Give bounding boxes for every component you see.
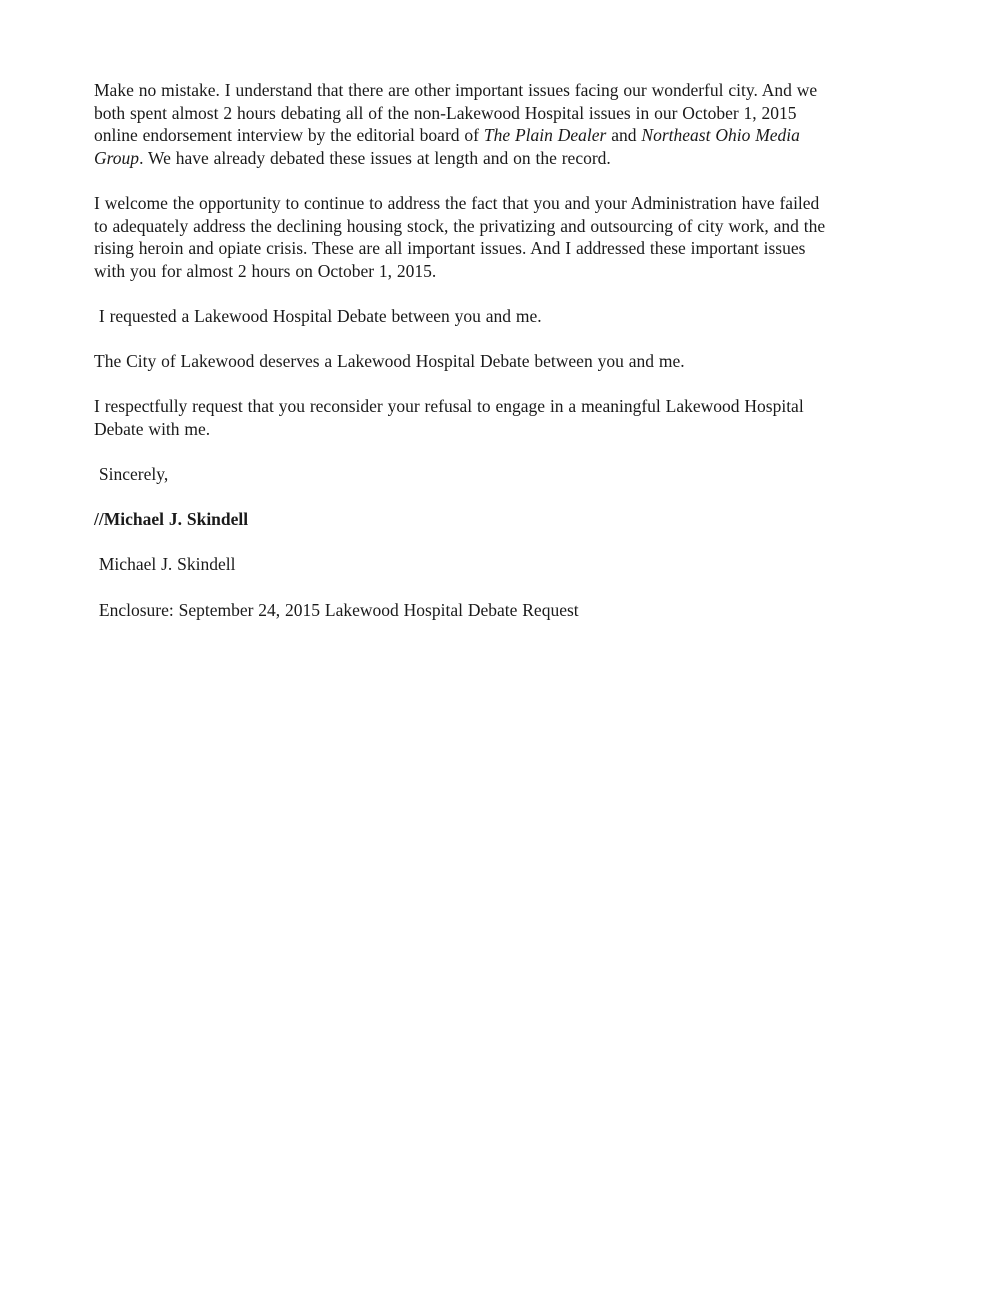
closing-salutation	[94, 463, 914, 486]
signature-block-signed	[94, 508, 914, 531]
text-line: Debate with me.	[94, 418, 211, 439]
signature-typed-name: Michael J. Skindell	[94, 554, 236, 575]
publication-name-neomg-continued: Group	[94, 147, 140, 168]
text-line: to adequately address the declining housing stock, the privatizing and outsourcing of city work, and the	[94, 215, 826, 236]
paragraph-requested-debate	[94, 305, 914, 328]
paragraph-welcome-opportunity	[94, 192, 914, 282]
text-line: with you for almost 2 hours on October 1, 2015.	[94, 260, 437, 281]
text-line: I welcome the opportunity to continue to address the fact that you and your Administration have failed	[94, 192, 820, 213]
text-line: Sincerely,	[94, 464, 169, 485]
publication-name-plain-dealer: The Plain Dealer	[483, 125, 607, 146]
signature-block-typed	[94, 553, 914, 576]
enclosure-note	[94, 599, 914, 622]
paragraph-other-issues	[94, 79, 914, 169]
text-line: Make no mistake. I understand that there are other important issues facing our wonderful city. And we	[94, 80, 818, 100]
text-line	[94, 147, 914, 170]
text-segment: online endorsement interview by the editorial board of	[94, 125, 484, 146]
letter-body	[94, 79, 914, 644]
text-line: both spent almost 2 hours debating all of the non-Lakewood Hospital issues in our October 1, 2015	[94, 102, 797, 123]
text-line: The City of Lakewood deserves a Lakewood Hospital Debate between you and me.	[94, 351, 685, 372]
signature-signed: //Michael J. Skindell	[94, 509, 249, 530]
paragraph-city-deserves	[94, 350, 914, 373]
paragraph-reconsider-refusal	[94, 395, 914, 440]
text-line: I respectfully request that you reconsider your refusal to engage in a meaningful Lakewood Hospital	[94, 396, 804, 417]
enclosure-line: Enclosure: September 24, 2015 Lakewood Hospital Debate Request	[94, 599, 579, 620]
text-line	[94, 124, 914, 147]
publication-name-neomg: Northeast Ohio Media	[641, 125, 800, 146]
text-segment: and	[606, 125, 642, 146]
text-line: rising heroin and opiate crisis. These are all important issues. And I addressed these important issues	[94, 238, 806, 259]
text-line: I requested a Lakewood Hospital Debate between you and me.	[94, 305, 542, 326]
text-segment: . We have already debated these issues at length and on the record.	[139, 147, 611, 168]
